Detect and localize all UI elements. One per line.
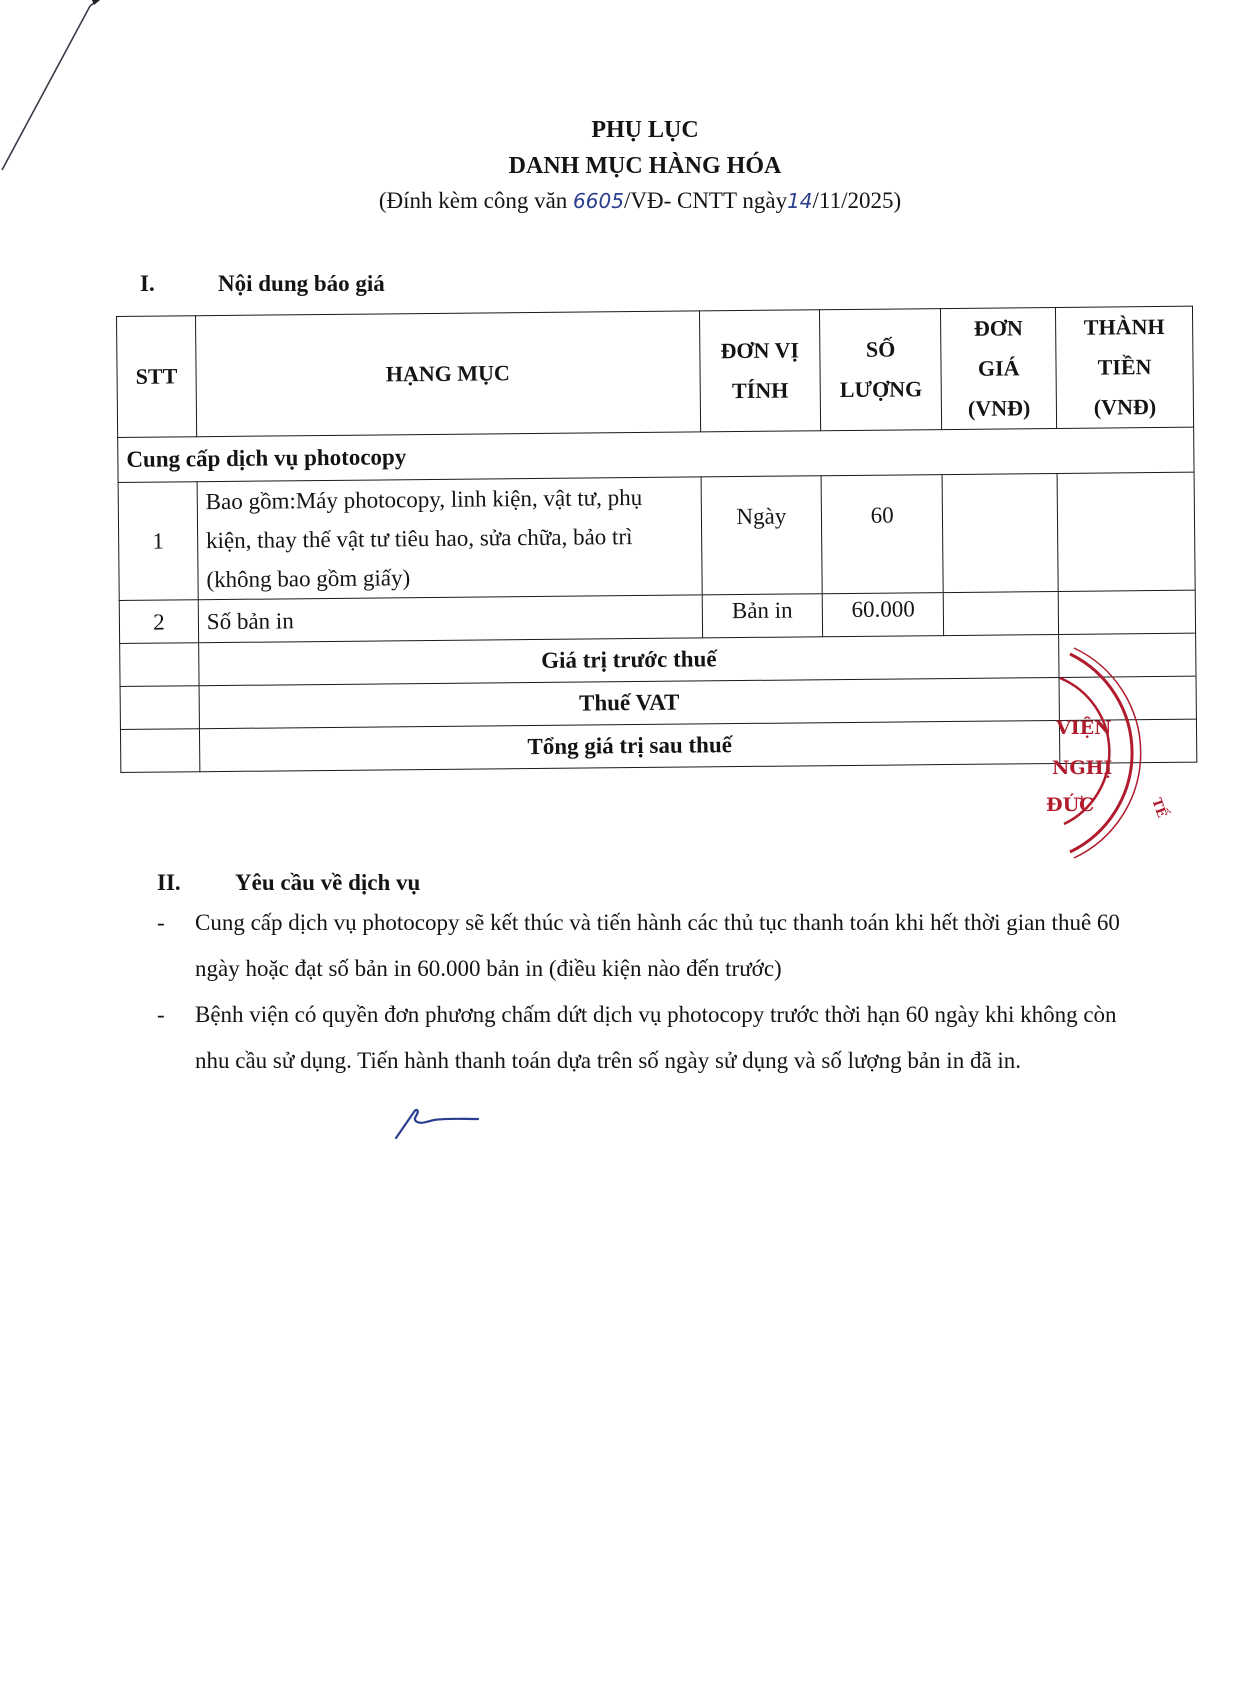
summary-blank: [120, 686, 199, 730]
row-unit: Bản in: [702, 594, 823, 638]
attachment-middle: /VĐ- CNTT ngày: [623, 188, 788, 213]
row-total: [1057, 472, 1195, 591]
section-1-heading: [140, 271, 385, 297]
row-total: [1058, 590, 1195, 634]
requirements-list: [157, 900, 1137, 1084]
header-unit-price: [941, 307, 1057, 429]
row-stt: 1: [118, 482, 198, 601]
section-number: II.: [157, 870, 181, 895]
attachment-suffix: /11/2025): [812, 188, 902, 213]
summary-label: Giá trị trước thuế: [199, 634, 1060, 685]
header-unit-line: TÍNH: [731, 377, 789, 404]
header-stt: STT: [117, 316, 197, 438]
summary-blank: [120, 643, 199, 687]
header-total-line: (VNĐ): [1093, 394, 1157, 420]
summary-label: Tổng giá trị sau thuế: [199, 720, 1060, 771]
header-total-line: TIỀN: [1097, 354, 1152, 380]
row-quantity: 60.000: [823, 593, 944, 637]
list-item: [157, 900, 1137, 992]
header-price-line: ĐƠN: [973, 315, 1023, 341]
header-quantity-line: LƯỢNG: [839, 376, 923, 403]
stamp-text: ĐỨC: [1046, 794, 1095, 816]
stamp-text: VIỆN: [1056, 717, 1112, 739]
stamp-side-text: TẾ: [1148, 796, 1170, 820]
attachment-prefix: (Đính kèm công văn: [378, 188, 574, 213]
red-seal-stamp: [1030, 640, 1210, 860]
list-item: [157, 992, 1137, 1084]
section-2-heading: [157, 870, 420, 896]
handwritten-day: 14: [787, 189, 813, 213]
goods-list-title: DANH MỤC HÀNG HÓA: [508, 153, 782, 179]
section-title: Nội dung báo giá: [218, 271, 385, 296]
header-unit-line: ĐƠN VỊ: [720, 337, 800, 364]
row-unit: Ngày: [701, 476, 823, 595]
summary-blank: [120, 729, 199, 773]
requirement-text: Bệnh viện có quyền đơn phương chấm dứt dịch vụ photocopy trước thời hạn 60 ngày khi không còn nhu cầu sử dụng. Tiến hành thanh toán dựa trên số ngày sử dụng và số lượng bản in đã in.: [195, 1002, 1117, 1073]
document-header: [0, 112, 1240, 218]
row-unit-price: [943, 591, 1058, 635]
header-quantity-line: SỐ: [865, 336, 896, 362]
table-header-row: [117, 306, 1194, 437]
header-price-line: GIÁ: [977, 355, 1020, 381]
handwritten-initials-signature: [392, 1100, 482, 1140]
handwritten-document-number: 6605: [573, 189, 624, 213]
header-total: [1056, 306, 1194, 428]
table-row: [118, 472, 1195, 600]
row-unit-price: [942, 473, 1058, 592]
requirement-text: Cung cấp dịch vụ photocopy sẽ kết thúc và tiến hành các thủ tục thanh toán khi hết thời gian thuê 60 ngày hoặc đạt số bản in 60.000 bản in (điều kiện nào đến trước): [195, 910, 1120, 981]
header-unit: [699, 310, 821, 432]
section-title: Yêu cầu về dịch vụ: [235, 870, 421, 895]
summary-label: Thuế VAT: [199, 677, 1060, 728]
group-label: Cung cấp dịch vụ photocopy: [118, 427, 1194, 482]
header-price-line: (VNĐ): [967, 395, 1031, 421]
appendix-title: PHỤ LỤC: [591, 117, 699, 143]
stamp-text: NGHỊ: [1052, 757, 1113, 779]
header-quantity: [820, 309, 942, 431]
row-item: Số bản in: [198, 595, 702, 643]
bullet-dash: -: [157, 1002, 165, 1027]
section-number: I.: [140, 271, 155, 296]
header-total-line: THÀNH: [1083, 313, 1165, 340]
attachment-reference: [40, 184, 1240, 218]
row-stt: 2: [119, 600, 198, 644]
bullet-dash: -: [157, 910, 165, 935]
row-item: Bao gồm:Máy photocopy, linh kiện, vật tư, phụ kiện, thay thế vật tư tiêu hao, sửa chữa, bảo trì (không bao gồm giấy): [197, 477, 702, 600]
header-item: HẠNG MỤC: [195, 311, 700, 437]
row-quantity: 60: [821, 475, 943, 594]
